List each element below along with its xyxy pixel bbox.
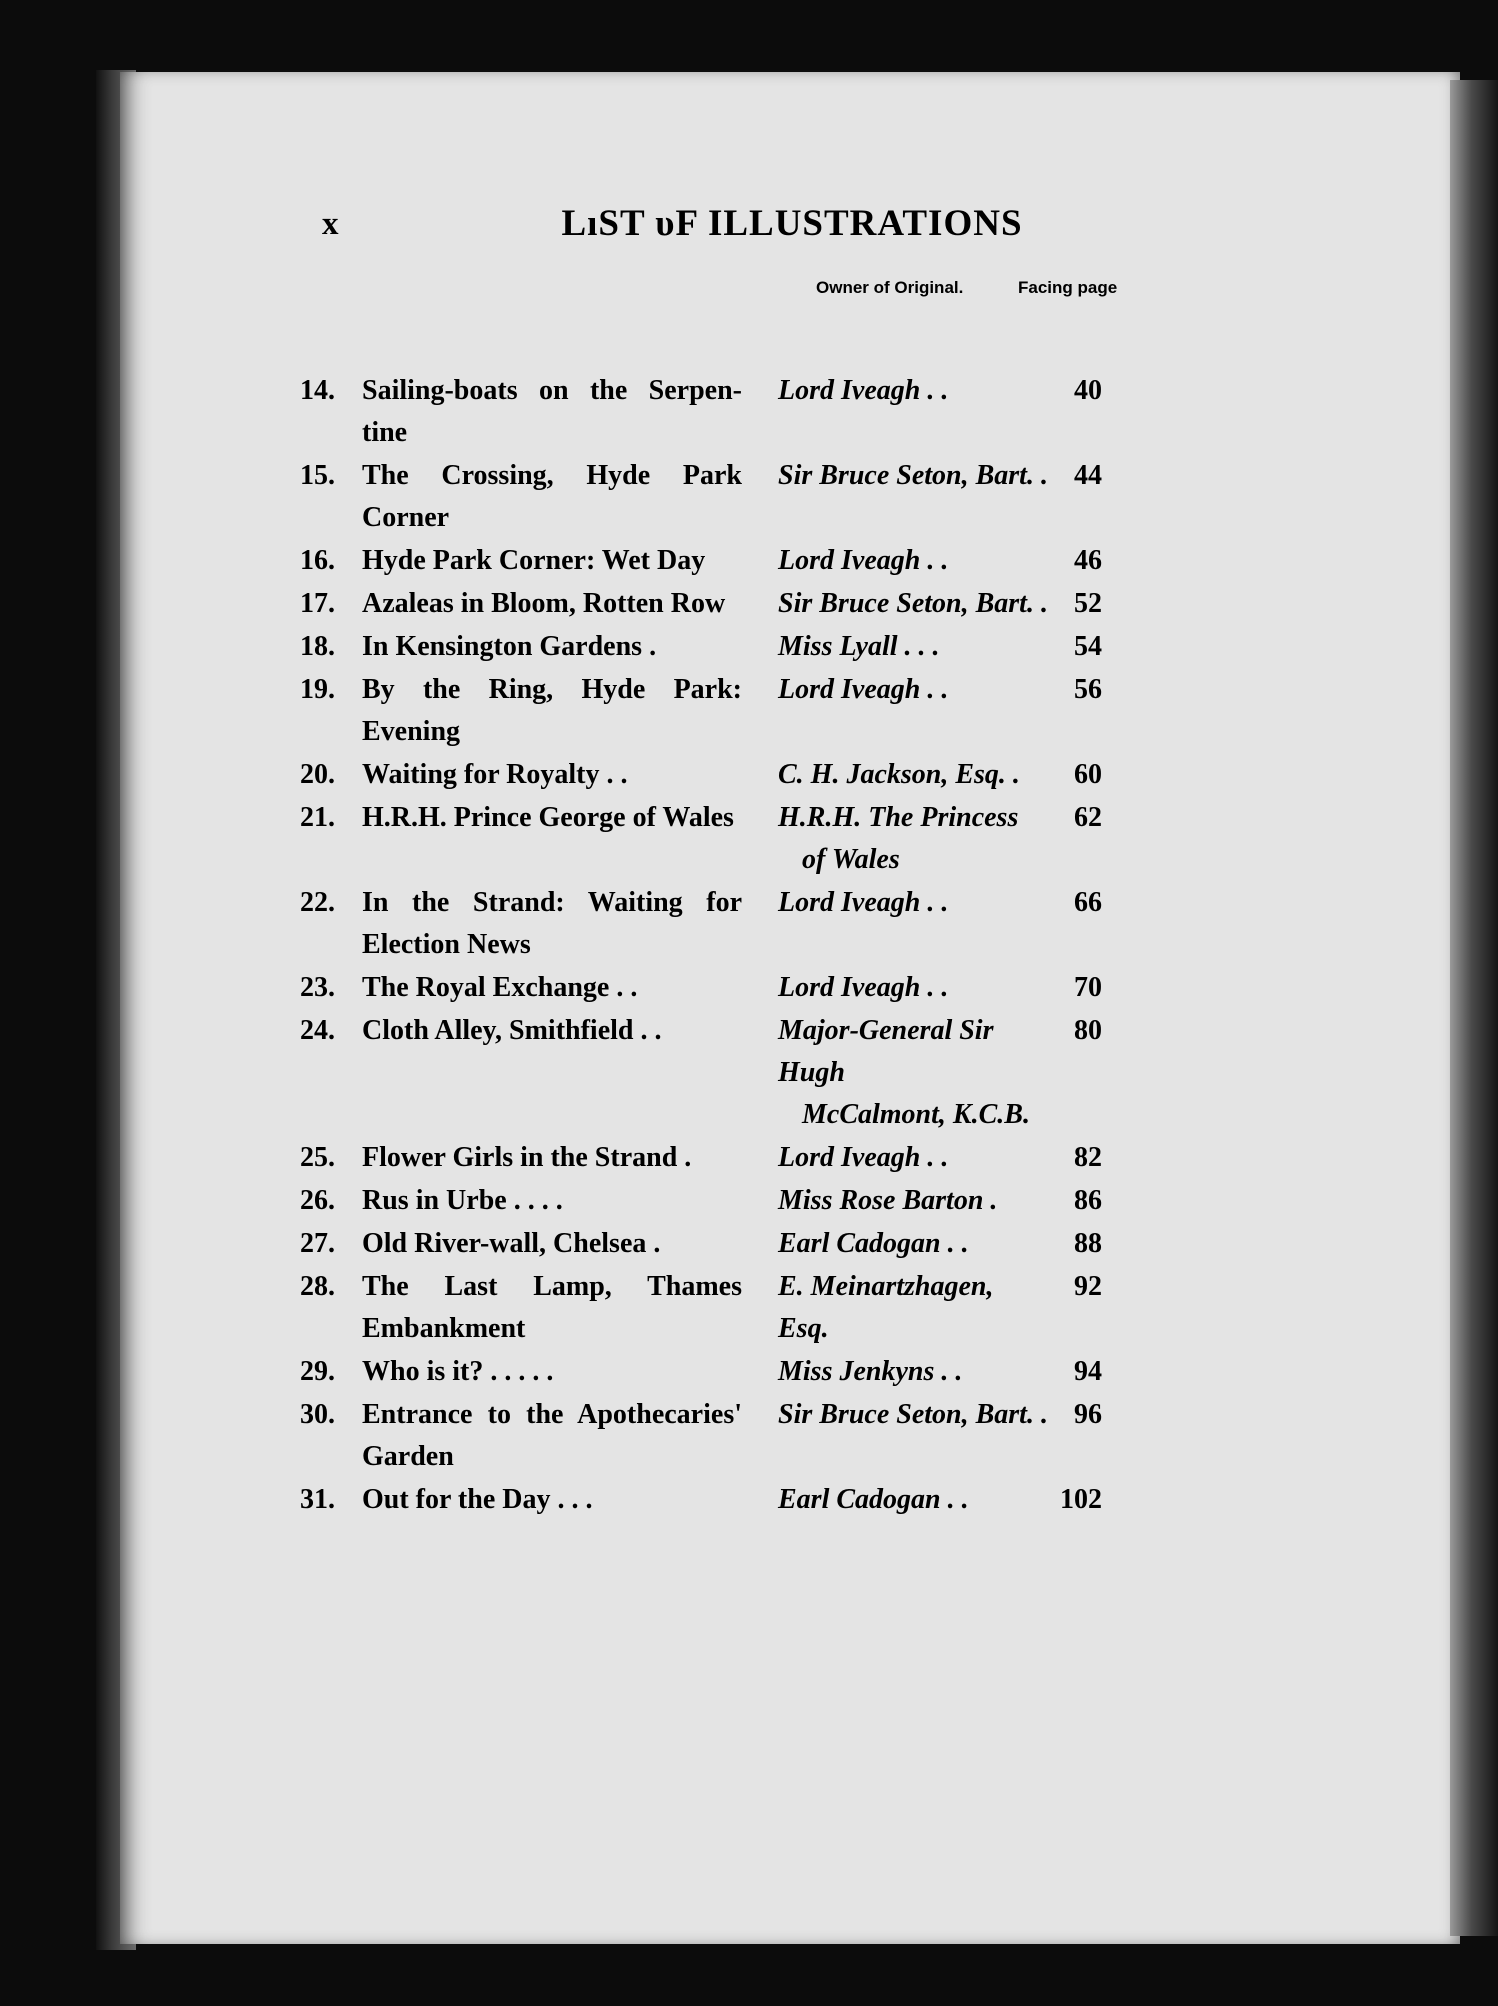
illustration-entry: [300, 1479, 1260, 1521]
illustration-entry: [300, 797, 1260, 881]
entry-title: Old River-wall, Chelsea .: [362, 1228, 661, 1259]
entry-facing-page: 44: [1074, 460, 1102, 491]
entry-owner: [762, 1394, 1048, 1478]
owner-line: H.R.H. The Princess: [778, 802, 1019, 833]
owner-line: Sir Bruce Seton, Bart. .: [778, 588, 1048, 619]
entry-owner: [762, 455, 1048, 539]
entry-title: Waiting for Royalty . .: [362, 759, 628, 790]
owner-line: McCalmont, K.C.B.: [802, 1099, 1030, 1130]
entry-number: 15.: [300, 460, 335, 491]
entry-facing-page: 86: [1074, 1185, 1102, 1216]
entry-title: Azaleas in Bloom, Rotten Row: [362, 588, 726, 619]
entry-number: 26.: [300, 1185, 335, 1216]
entry-facing-page: 66: [1074, 887, 1102, 918]
illustration-entry: [300, 1223, 1260, 1265]
entry-owner: [762, 1010, 1048, 1136]
owner-line: C. H. Jackson, Esq. .: [778, 759, 1020, 790]
entry-title: In Kensington Gardens .: [362, 631, 657, 662]
owner-line: Major-General Sir Hugh: [778, 1015, 994, 1088]
illustration-entry: [300, 967, 1260, 1009]
illustration-entry: [300, 540, 1260, 582]
entry-number: 21.: [300, 802, 335, 833]
owner-line: Miss Lyall . . .: [778, 631, 940, 662]
owner-line: Miss Jenkyns . .: [778, 1356, 963, 1387]
entry-number: 18.: [300, 631, 335, 662]
entry-owner: [762, 583, 1048, 625]
page-number: x: [322, 206, 339, 242]
illustration-entry: [300, 882, 1260, 966]
entry-title: The Royal Exchange . .: [362, 972, 638, 1003]
entry-title: Sailing-boats on the Serpen-tine: [362, 375, 742, 448]
entry-owner: [762, 797, 1048, 881]
illustration-entry: [300, 1351, 1260, 1393]
entry-number: 24.: [300, 1015, 335, 1046]
entry-title: Who is it? . . . . .: [362, 1356, 554, 1387]
owner-line: Lord Iveagh . .: [778, 375, 949, 406]
entry-facing-page: 70: [1074, 972, 1102, 1003]
entry-number: 23.: [300, 972, 335, 1003]
entry-owner: [762, 1351, 1048, 1393]
owner-line: Sir Bruce Seton, Bart. .: [778, 460, 1048, 491]
entry-facing-page: 52: [1074, 588, 1102, 619]
entry-owner: [762, 540, 1048, 582]
entry-title: By the Ring, Hyde Park: Evening: [362, 674, 742, 747]
entry-number: 29.: [300, 1356, 335, 1387]
entry-number: 14.: [300, 375, 335, 406]
owner-line: Sir Bruce Seton, Bart. .: [778, 1399, 1048, 1430]
entry-owner: [762, 967, 1048, 1009]
entry-facing-page: 82: [1074, 1142, 1102, 1173]
entry-number: 17.: [300, 588, 335, 619]
owner-line: Lord Iveagh . .: [778, 545, 949, 576]
scan-right-edge: [1450, 80, 1498, 1936]
owner-line: Miss Rose Barton .: [778, 1185, 998, 1216]
entry-facing-page: 46: [1074, 545, 1102, 576]
entry-number: 28.: [300, 1271, 335, 1302]
entry-owner: [762, 1137, 1048, 1179]
entry-title: Rus in Urbe . . . .: [362, 1185, 563, 1216]
entry-owner: [762, 370, 1048, 454]
entry-number: 25.: [300, 1142, 335, 1173]
entry-number: 31.: [300, 1484, 335, 1515]
entry-facing-page: 94: [1074, 1356, 1102, 1387]
page-title: LıST υF ILLUSTRATIONS: [561, 203, 1023, 244]
illustration-entry: [300, 754, 1260, 796]
entry-number: 22.: [300, 887, 335, 918]
entry-facing-page: 56: [1074, 674, 1102, 705]
entry-number: 16.: [300, 545, 335, 576]
entry-owner: [762, 1180, 1048, 1222]
illustration-entry: [300, 1180, 1260, 1222]
illustration-entry: [300, 583, 1260, 625]
entry-facing-page: 88: [1074, 1228, 1102, 1259]
owner-column-heading: Owner of Original.: [816, 278, 964, 297]
entry-owner: [762, 1266, 1048, 1350]
entry-owner: [762, 669, 1048, 753]
entry-title: The Last Lamp, Thames Embankment: [362, 1271, 742, 1344]
entry-number: 27.: [300, 1228, 335, 1259]
owner-line: Earl Cadogan . .: [778, 1228, 969, 1259]
entry-facing-page: 102: [1060, 1484, 1102, 1515]
entry-title: Cloth Alley, Smithfield . .: [362, 1015, 662, 1046]
entry-owner: [762, 882, 1048, 966]
illustration-entry: [300, 669, 1260, 753]
entry-title: Out for the Day . . .: [362, 1484, 593, 1515]
entry-title: Entrance to the Apothecaries' Garden: [362, 1399, 742, 1472]
owner-line: of Wales: [802, 844, 900, 875]
entry-number: 30.: [300, 1399, 335, 1430]
entry-owner: [762, 1479, 1048, 1521]
illustration-entry: [300, 370, 1260, 454]
entry-facing-page: 40: [1074, 375, 1102, 406]
owner-line: Lord Iveagh . .: [778, 1142, 949, 1173]
entry-owner: [762, 1223, 1048, 1265]
page-column-heading: Facing page: [1018, 278, 1118, 297]
entry-facing-page: 80: [1074, 1015, 1102, 1046]
owner-line: Lord Iveagh . .: [778, 674, 949, 705]
owner-line: Earl Cadogan . .: [778, 1484, 969, 1515]
illustration-entry: [300, 1137, 1260, 1179]
entry-title: In the Strand: Waiting for Election News: [362, 887, 742, 960]
entry-facing-page: 60: [1074, 759, 1102, 790]
entry-facing-page: 62: [1074, 802, 1102, 833]
entry-facing-page: 92: [1074, 1271, 1102, 1302]
entry-owner: [762, 754, 1048, 796]
entry-title: Hyde Park Corner: Wet Day: [362, 545, 706, 576]
entry-title: H.R.H. Prince George of Wales: [362, 802, 734, 833]
entry-number: 20.: [300, 759, 335, 790]
illustration-entry: [300, 1266, 1260, 1350]
entry-facing-page: 54: [1074, 631, 1102, 662]
illustration-entry: [300, 1010, 1260, 1136]
entry-number: 19.: [300, 674, 335, 705]
owner-line: Lord Iveagh . .: [778, 887, 949, 918]
illustration-entry: [300, 626, 1260, 668]
entry-facing-page: 96: [1074, 1399, 1102, 1430]
illustration-entry: [300, 455, 1260, 539]
entry-title: Flower Girls in the Strand .: [362, 1142, 692, 1173]
illustration-entry: [300, 1394, 1260, 1478]
entry-owner: [762, 626, 1048, 668]
illustrations-list: [300, 370, 1260, 1522]
owner-line: E. Meinartzhagen, Esq.: [778, 1271, 994, 1344]
entry-title: The Crossing, Hyde Park Corner: [362, 460, 742, 533]
owner-line: Lord Iveagh . .: [778, 972, 949, 1003]
